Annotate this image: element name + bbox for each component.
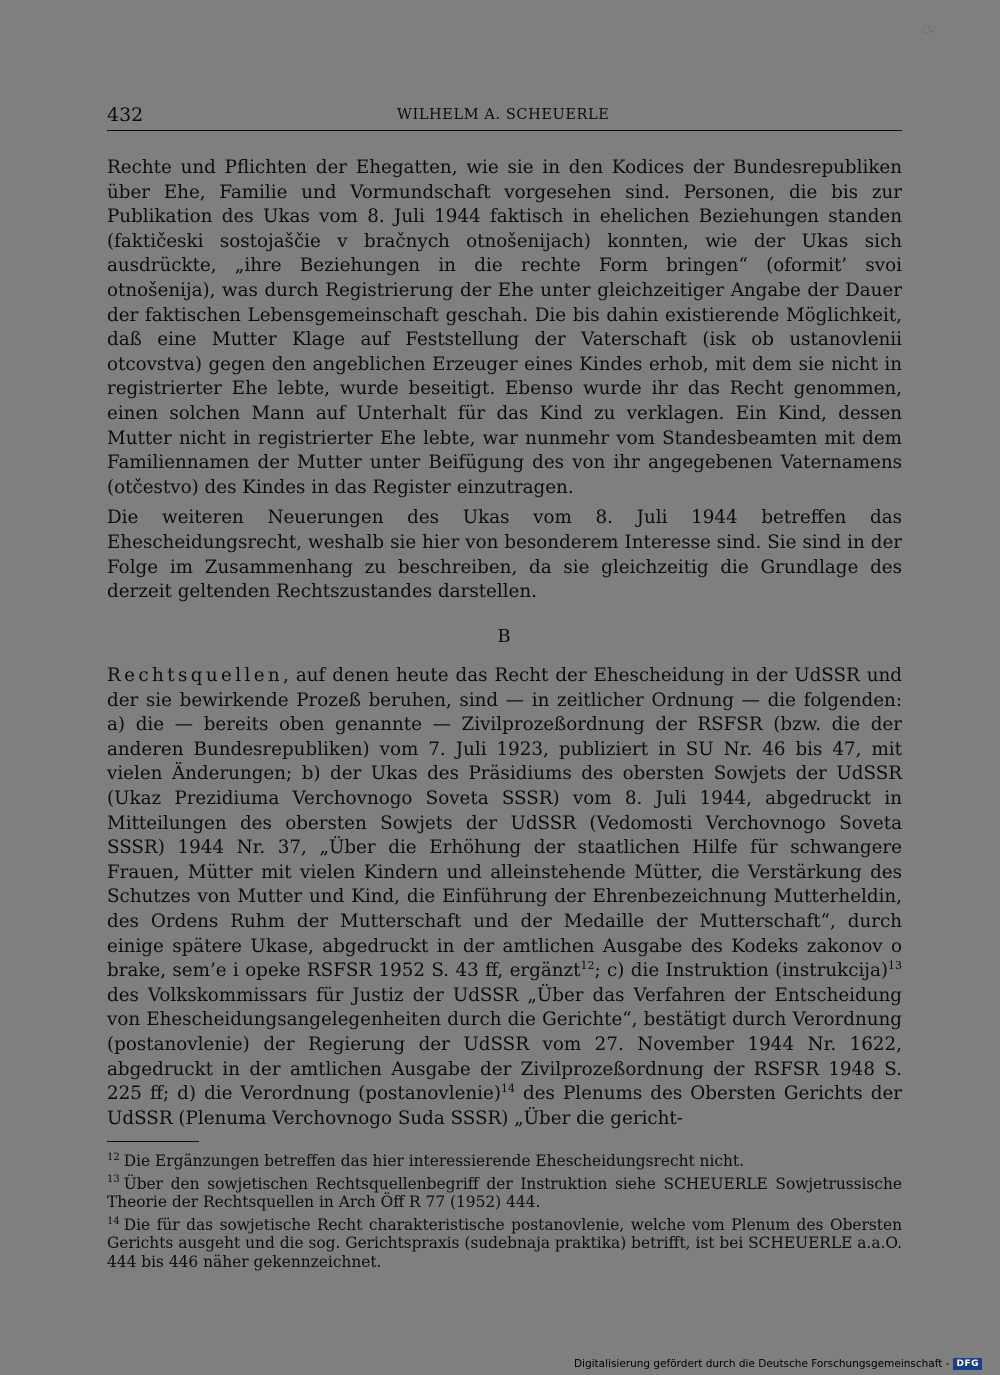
footnote-ref[interactable]: 14: [500, 1082, 515, 1095]
footnote-text: Die Ergänzungen betreffen das hier interessierende Ehescheidungsrecht nicht.: [123, 1152, 745, 1170]
text-run: des Plenums des Obersten Gerichts der UdSSR (Plenuma Verchovnogo Suda SSSR) „Über die gericht-: [107, 1083, 903, 1129]
paragraph: Die weiteren Neuerungen des Ukas vom 8. Juli 1944 betreffen das Ehescheidungsrecht, weshalb sie hier von besonderem Interesse sind. Sie sind in der Folge im Zusammenhang zu beschreiben, da sie gleichzeitig die Grundlage des derzeit geltenden Rechtszustandes darstellen.: [107, 507, 902, 603]
section-b-text: [107, 664, 902, 1131]
scan-artifact: ◌.: [922, 24, 934, 35]
page-number: 432: [107, 104, 144, 126]
footnote-text: Über den sowjetischen Rechtsquellenbegriff der Instruktion siehe SCHEUERLE Sowjetrussische Theorie der Rechtsquellen in Arch Öff R 77 (1952) 444.: [107, 1174, 902, 1212]
digitization-credit: [574, 1358, 982, 1370]
text-run: des Volkskommissars für Justiz der UdSSR „Über das Verfahren der Entscheidung von Ehescheidungsangelegenheiten durch die Gerichte“, bestätigt durch Verordnung (postanovlenie) der Regierung der UdSSR vom 27. November 1944 Nr. 1622, abgedruckt in der amtlichen Ausgabe der Zivilprozeßordnung der RSFSR 1948 S. 225 ff; d) die Verordnung (postanovlenie): [107, 984, 902, 1105]
footnote-ref[interactable]: 13: [888, 959, 902, 973]
footnote-divider: [107, 1141, 199, 1142]
footnote: [107, 1175, 902, 1212]
page-header: [107, 104, 902, 131]
dfg-logo[interactable]: DFG: [953, 1358, 982, 1370]
credit-text: Digitalisierung gefördert durch die Deutsche Forschungsgemeinschaft -: [573, 1358, 950, 1370]
footnote: [107, 1216, 902, 1272]
running-head: WILHELM A. SCHEUERLE: [397, 107, 610, 123]
paragraph: [107, 664, 902, 1131]
footnote-number: 13: [107, 1174, 120, 1186]
footnote-ref[interactable]: 12: [580, 959, 595, 973]
paragraph: Rechte und Pflichten der Ehegatten, wie sie in den Kodices der Bundesrepubliken über Ehe, Familie und Vormundschaft vorgesehen sind. Personen, die bis zur Publikation des Ukas vom 8. Juli 1944 faktisch in ehelichen Beziehungen standen (faktičeski sostojaščie v bračnych otnošenijach) konnten, wie der Ukas sich ausdrückte, „ihre Beziehungen in die rechte Form bringen“ (oformit’ svoi otnošenija), was durch Registrierung der Ehe unter gleichzeitiger Angabe der Dauer der faktischen Lebensgemeinschaft geschah. Die bis dahin existierende Möglichkeit, daß eine Mutter Klage auf Feststellung der Vaterschaft (isk ob ustanovlenii otcovstva) gegen den angeblichen Erzeuger eines Kindes erhob, mit dem sie nicht in registrierter Ehe lebte, wurde beseitigt. Ebenso wurde ihr das Recht genommen, einen solchen Mann auf Unterhalt für das Kind zu verklagen. Ein Kind, dessen Mutter nicht in registrierter Ehe lebte, war nunmehr vom Standesbeamten mit dem Familiennamen der Mutter unter Beifügung des von ihr angegebenen Vaternamens (otčestvo) des Kindes in das Register einzutragen.: [107, 157, 902, 498]
section-heading: [0, 626, 1000, 647]
section-a-text: [107, 156, 902, 605]
footnotes: [107, 1152, 902, 1276]
emphasized-term: Rechtsquellen: [107, 665, 284, 686]
text-run: , auf denen heute das Recht der Ehescheidung in der UdSSR und der sie bewirkende Prozeß beruhen, sind — in zeitlicher Ordnung — die folgenden: a) die — bereits oben genannte — Zivilprozeßordnung der RSFSR (bzw. die der anderen Bundesrepubliken) vom 7. Juli 1923, publiziert in SU Nr. 46 bis 47, mit vielen Änderungen; b) der Ukas des Präsidiums des obersten Sowjets der UdSSR (Ukaz Prezidiuma Verchovnogo Soveta SSSR) vom 8. Juli 1944, abgedruckt in Mitteilungen des obersten Sowjets der UdSSR (Vedomosti Verchovnogo Soveta SSSR) 1944 Nr. 37, „Über die Erhöhung der staatlichen Hilfe für schwangere Frauen, Mütter mit vielen Kindern und alleinstehende Mütter, die Verstärkung des Schutzes von Mutter und Kind, die Einführung der Ehrenbezeichnung Mutterheldin, des Ordens Ruhm der Mutterschaft und der Medaille der Mutterschaft“, durch einige spätere Ukase, abgedruckt in der amtlichen Ausgabe des Kodeks zakonov o brake, sem’e i opeke RSFSR 1952 S. 43 ff, ergänzt: [107, 665, 902, 982]
text-run: ; c) die Instruktion (instrukcija): [594, 960, 888, 982]
footnote-number: 12: [107, 1151, 120, 1163]
footnote-number: 14: [107, 1215, 120, 1227]
footnote-text: Die für das sowjetische Recht charakteristische postanovlenie, welche vom Plenum des Obersten Gerichts ausgeht und die sog. Gerichtspraxis (sudebnaja praktika) betrifft, ist bei SCHEUERLE a.a.O. 444 bis 446 näher gekennzeichnet.: [107, 1215, 902, 1271]
section-letter: B: [497, 626, 511, 647]
footnote: [107, 1152, 902, 1171]
